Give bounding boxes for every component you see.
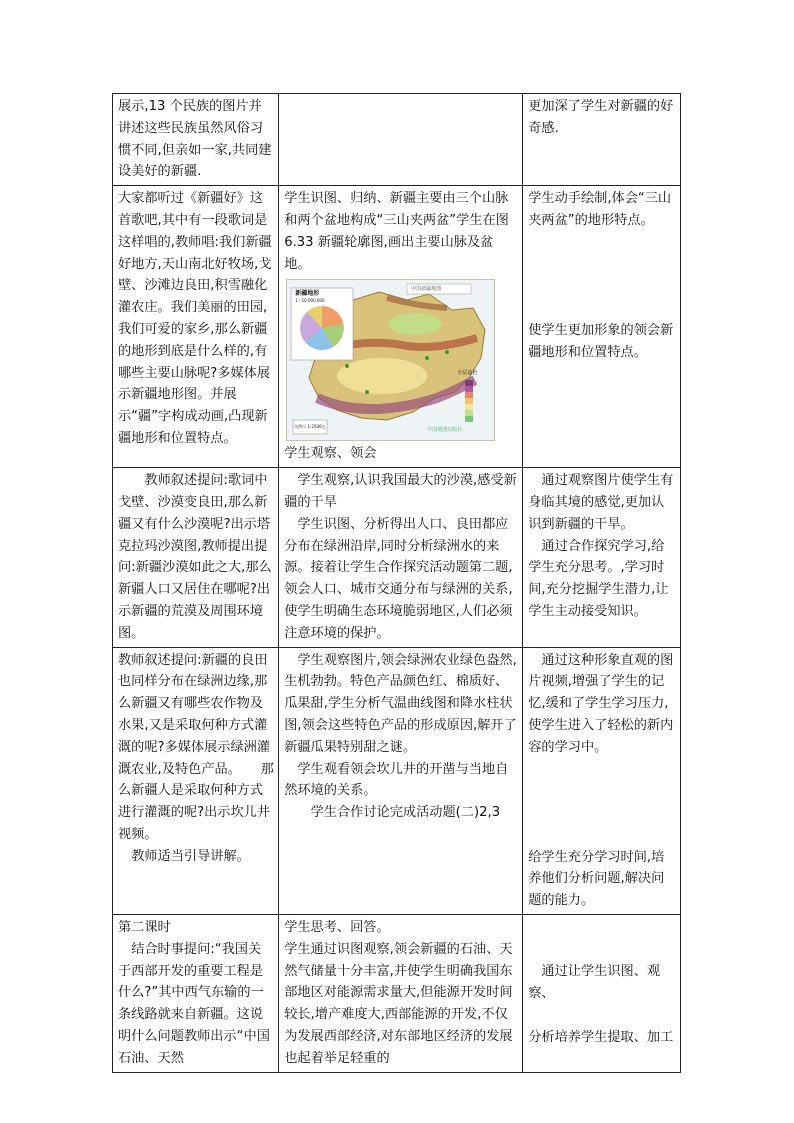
- intent-text: 通过让学生识图、观察、: [528, 963, 661, 1001]
- table-row: [113, 647, 681, 914]
- map-watermark: 中国地图出版社: [427, 427, 463, 434]
- student-text: 学生通过识图观察,领会新疆的石油、天然气储量十分丰富,并使学生明确我国东部地区对能源需求量大,但能源开发时间较长,增产难度大,西部能源的开发,不仅为发展西部经济,对东部地区经济的发展也起着举足轻重的: [284, 941, 513, 1066]
- design-intent-cell: [523, 186, 681, 468]
- intent-text: 通过观察图片使学生有身临其境的感觉,更加认识到新疆的干旱。: [528, 473, 674, 532]
- student-activity-cell: [279, 94, 523, 186]
- teacher-activity-cell: [113, 647, 279, 914]
- intent-text: 学生动手绘制,体会“三山夹两盆”的地形特点。: [528, 191, 672, 228]
- map-corner-label: 比例尺 1:2500万: [294, 424, 326, 430]
- design-intent-cell: [523, 468, 681, 647]
- table-row: [113, 186, 681, 468]
- teacher-activity-cell: [113, 94, 279, 186]
- teacher-text: 教师适当引导讲解。: [131, 848, 250, 864]
- student-text: 学生观察,认识我国最大的沙漠,感受新疆的干旱: [284, 473, 517, 510]
- teacher-text: 结合时事提问:“我国关于西部开发的重要工程是什么?”其中西气东输的一条线路就来自新疆。这说明什么问题教师出示“中国石油、天然: [118, 941, 270, 1066]
- map-title: 新疆地形: [295, 290, 320, 298]
- design-intent-cell: [523, 914, 681, 1072]
- terrain-map-graphic: [287, 280, 494, 440]
- map-legend-title: 分层设色: [457, 370, 478, 377]
- teacher-text: 大家都听过《新疆好》这首歌吧,其中有一段歌词是这样唱的,教师唱:我们新疆好地方,天山南北好牧场,戈壁、沙滩边良田,积雪融化灌农庄。我们美丽的田园,我们可爱的家乡,那么新疆的地形到底是什么样的,有哪些主要山脉呢?多媒体展示新疆地形图。并展示“疆”字构成动画,凸现新疆地形和位置特点。: [118, 191, 272, 446]
- student-activity-cell: [279, 647, 523, 914]
- teacher-activity-cell: [113, 468, 279, 647]
- table-row: [113, 468, 681, 647]
- teacher-activity-cell: [113, 914, 279, 1072]
- student-text: 学生识图、归纳、新疆主要由三个山脉和两个盆地构成“三山夹两盆”学生在图 6.33 新疆轮廓图,画出主要山脉及盆地。: [284, 191, 509, 272]
- student-text: 学生观察图片,领会绿洲农业绿色盎然,生机勃勃。特色产品颜色红、棉质好、瓜果甜,学生分析气温曲线图和降水柱状图,领会这些特色产品的形成原因,解开了新疆瓜果特别甜之谜。: [284, 652, 517, 755]
- student-text: 学生合作讨论完成活动题(二)2,3: [310, 805, 501, 821]
- intent-text: 通过合作探究学习,给学生充分思考。,学习时间,充分挖掘学生潜力,让学生主动接受知识。: [528, 538, 669, 619]
- intent-text: 分析培养学生提取、加工: [528, 1029, 674, 1045]
- map-inset-label: 中国新疆地图: [411, 286, 442, 293]
- teacher-activity-cell: [113, 186, 279, 468]
- student-text: 学生观察、领会: [284, 446, 377, 462]
- lesson-plan-table: [112, 93, 681, 1073]
- teacher-text: 教师叙述提问:歌词中戈壁、沙漠变良田,那么新疆又有什么沙漠呢?出示塔克拉玛沙漠图,教师提出提问:新疆沙漠如此之大,那么新疆人口又居住在哪呢?出示新疆的荒漠及周围环境图。: [118, 473, 272, 641]
- map-scale: 1 : 10 000 000: [295, 298, 325, 304]
- intent-text: 通过这种形象直观的图片视频,增强了学生的记忆,缓和了学生学习压力,使学生进入了轻松的新内容的学习中。: [528, 652, 674, 755]
- teacher-text: 教师叙述提问:新疆的良田也同样分布在绿洲边缘,那么新疆又有哪些农作物及水果,又是采取何种方式灌溉的呢?多媒体展示绿洲灌溉农业,及特色产品。 那么新疆人是采取何种方式进行灌溉的呢?出示坎儿井视频。: [118, 652, 274, 842]
- table-row: [113, 914, 681, 1072]
- student-text: 学生识图、分析得出人口、良田都应分布在绿洲沿岸,同时分析绿洲水的来源。接着让学生合作探究活动题第二题,领会人口、城市交通分布与绿洲的关系,使学生明确生态环境脆弱地区,人们必须注意环境的保护。: [284, 516, 513, 641]
- student-text: 学生观看领会坎儿井的开凿与当地自然环境的关系。: [284, 761, 509, 799]
- student-activity-cell: [279, 914, 523, 1072]
- design-intent-cell: [523, 94, 681, 186]
- teacher-text: 展示,13 个民族的图片并讲述这些民族虽然风俗习惯不同,但亲如一家,共同建设美好的新疆.: [118, 99, 272, 180]
- student-text: 学生思考、回答。: [284, 919, 390, 935]
- design-intent-cell: [523, 647, 681, 914]
- lesson-section-title: 第二课时: [118, 919, 171, 935]
- table-row: [113, 94, 681, 186]
- student-activity-cell: [279, 468, 523, 647]
- intent-text: 更加深了学生对新疆的好奇感.: [528, 99, 674, 136]
- xinjiang-terrain-map: [286, 279, 495, 441]
- intent-text: 使学生更加形象的领会新疆地形和位置特点。: [528, 322, 674, 360]
- intent-text: 给学生充分学习时间,培养他们分析问题,解决问题的能力。: [528, 849, 665, 909]
- student-activity-cell: [279, 186, 523, 468]
